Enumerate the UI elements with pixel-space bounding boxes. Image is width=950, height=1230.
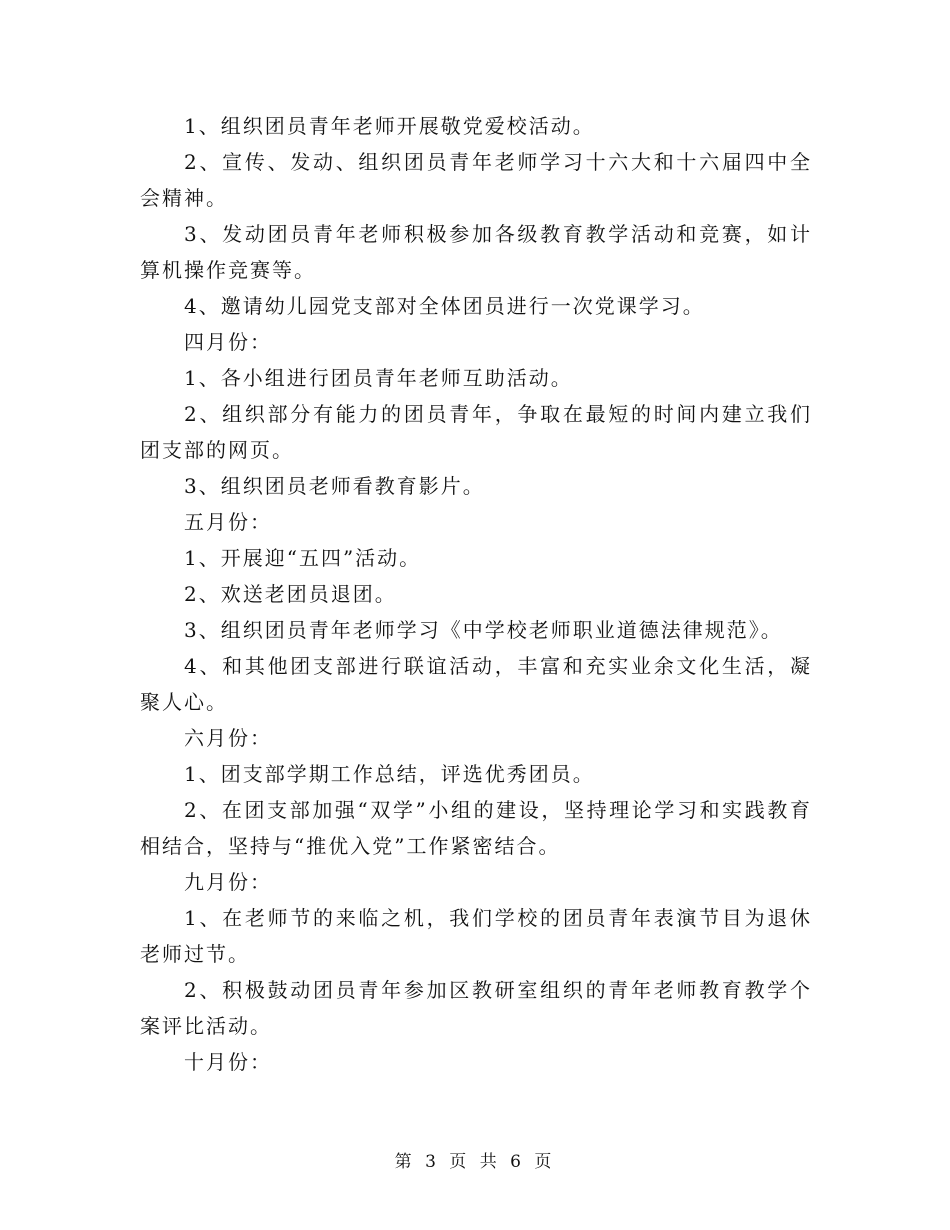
month-heading: 五月份： <box>184 510 272 534</box>
plan-item: 2、宣传、发动、组织团员青年老师学习十六大和十六届四中全会精神。 <box>140 150 812 210</box>
month-heading: 九月份： <box>184 870 272 894</box>
plan-item: 2、积极鼓动团员青年参加区教研室组织的青年老师教育教学个案评比活动。 <box>140 978 812 1038</box>
plan-item: 1、各小组进行团员青年老师互助活动。 <box>184 366 573 390</box>
plan-item: 1、组织团员青年老师开展敬党爱校活动。 <box>184 114 595 138</box>
month-heading: 六月份： <box>184 726 272 750</box>
plan-item: 2、在团支部加强“双学”小组的建设，坚持理论学习和实践教育相结合，坚持与“推优入党”工作紧密结合。 <box>140 798 812 858</box>
document-body <box>140 108 812 1080</box>
plan-item: 3、发动团员青年老师积极参加各级教育教学活动和竞赛，如计算机操作竞赛等。 <box>140 222 812 282</box>
month-heading: 十月份： <box>184 1050 272 1074</box>
plan-item: 4、邀请幼儿园党支部对全体团员进行一次党课学习。 <box>184 294 705 318</box>
plan-item: 3、组织团员青年老师学习《中学校老师职业道德法律规范》。 <box>184 618 783 642</box>
plan-item: 2、欢送老团员退团。 <box>184 582 397 606</box>
plan-item: 1、在老师节的来临之机，我们学校的团员青年表演节目为退休老师过节。 <box>140 906 812 966</box>
plan-item: 3、组织团员老师看教育影片。 <box>184 474 485 498</box>
plan-item: 2、组织部分有能力的团员青年，争取在最短的时间内建立我们团支部的网页。 <box>140 402 812 462</box>
plan-item: 1、团支部学期工作总结，评选优秀团员。 <box>184 762 595 786</box>
page-number-footer: 第 3 页 共 6 页 <box>394 1152 556 1172</box>
plan-item: 1、开展迎“五四”活动。 <box>184 546 422 570</box>
month-heading: 四月份： <box>184 330 272 354</box>
plan-item: 4、和其他团支部进行联谊活动，丰富和充实业余文化生活，凝聚人心。 <box>140 654 812 714</box>
